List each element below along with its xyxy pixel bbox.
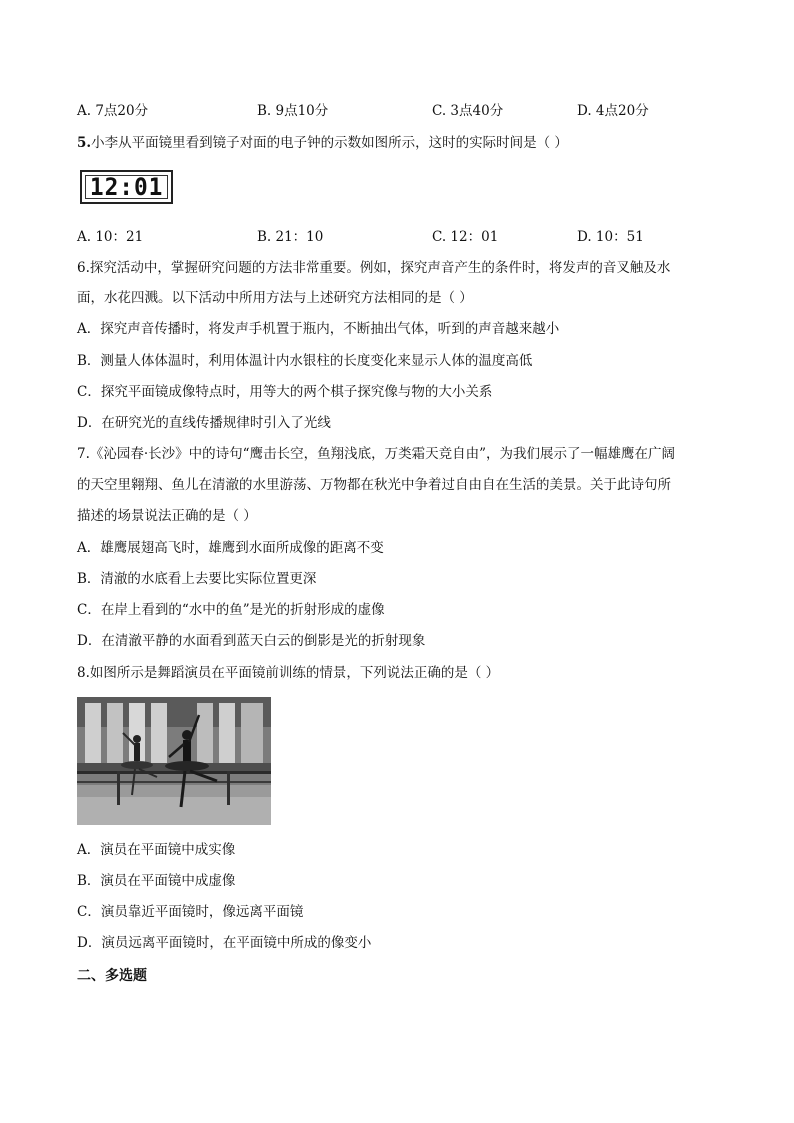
q6-option-b: B．测量人体体温时，利用体温计内水银柱的长度变化来显示人体的温度高低 bbox=[77, 353, 533, 369]
q4-option-c: C. 3点40分 bbox=[432, 103, 504, 119]
q8-stem: 8.如图所示是舞蹈演员在平面镜前训练的情景，下列说法正确的是（ ） bbox=[77, 665, 500, 681]
q7-stem-line3: 描述的场景说法正确的是（ ） bbox=[77, 508, 257, 524]
q5-option-b: B. 21：10 bbox=[257, 229, 324, 245]
q8-option-b: B．演员在平面镜中成虚像 bbox=[77, 873, 236, 889]
q6-option-d: D．在研究光的直线传播规律时引入了光线 bbox=[77, 415, 331, 431]
q7-stem-line1: 7.《沁园春·长沙》中的诗句“鹰击长空，鱼翔浅底，万类霜天竞自由”，为我们展示了一幅雄鹰在广阔 bbox=[77, 446, 675, 462]
q5-option-c: C. 12：01 bbox=[432, 229, 499, 245]
q7-option-a: A．雄鹰展翅高飞时，雄鹰到水面所成像的距离不变 bbox=[77, 540, 384, 556]
q8-option-a: A．演员在平面镜中成实像 bbox=[77, 842, 236, 858]
q8-option-c: C．演员靠近平面镜时，像远离平面镜 bbox=[77, 904, 304, 920]
q7-option-b: B．清澈的水底看上去要比实际位置更深 bbox=[77, 571, 317, 587]
q7-option-d: D．在清澈平静的水面看到蓝天白云的倒影是光的折射现象 bbox=[77, 633, 426, 649]
clock-digits: 12:01 bbox=[89, 173, 164, 201]
digital-clock-figure bbox=[80, 170, 173, 204]
q5-option-d: D. 10：51 bbox=[577, 229, 644, 245]
q7-option-c: C．在岸上看到的“水中的鱼”是光的折射形成的虚像 bbox=[77, 602, 385, 618]
q4-option-b: B. 9点10分 bbox=[257, 103, 329, 119]
q4-options bbox=[77, 101, 717, 121]
q5-option-a: A. 10：21 bbox=[77, 229, 144, 245]
q6-option-c: C．探究平面镜成像特点时，用等大的两个棋子探究像与物的大小关系 bbox=[77, 384, 493, 400]
clock-display bbox=[85, 175, 168, 199]
q4-option-a: A. 7点20分 bbox=[77, 103, 149, 119]
q5-options bbox=[77, 227, 717, 247]
dancer-mirror-photo bbox=[77, 697, 271, 825]
dancer-mirror-illustration bbox=[77, 697, 271, 825]
q6-stem-line1: 6.探究活动中，掌握研究问题的方法非常重要。例如，探究声音产生的条件时，将发声的音叉触及水 bbox=[77, 260, 671, 276]
q7-stem-line2: 的天空里翱翔、鱼儿在清澈的水里游荡、万物都在秋光中争着过自由自在生活的美景。关于此诗句所 bbox=[77, 477, 671, 493]
section-title: 二、多选题 bbox=[77, 968, 147, 984]
q5-stem bbox=[77, 133, 568, 153]
q5-stem-text: 小李从平面镜里看到镜子对面的电子钟的示数如图所示，这时的实际时间是（ ） bbox=[91, 135, 568, 151]
q4-option-d: D. 4点20分 bbox=[577, 103, 649, 119]
q6-stem-line2: 面，水花四溅。以下活动中所用方法与上述研究方法相同的是（ ） bbox=[77, 290, 473, 306]
q6-option-a: A．探究声音传播时，将发声手机置于瓶内，不断抽出气体，听到的声音越来越小 bbox=[77, 321, 560, 337]
q5-number: 5. bbox=[77, 135, 92, 151]
q8-option-d: D．演员远离平面镜时，在平面镜中所成的像变小 bbox=[77, 935, 372, 951]
